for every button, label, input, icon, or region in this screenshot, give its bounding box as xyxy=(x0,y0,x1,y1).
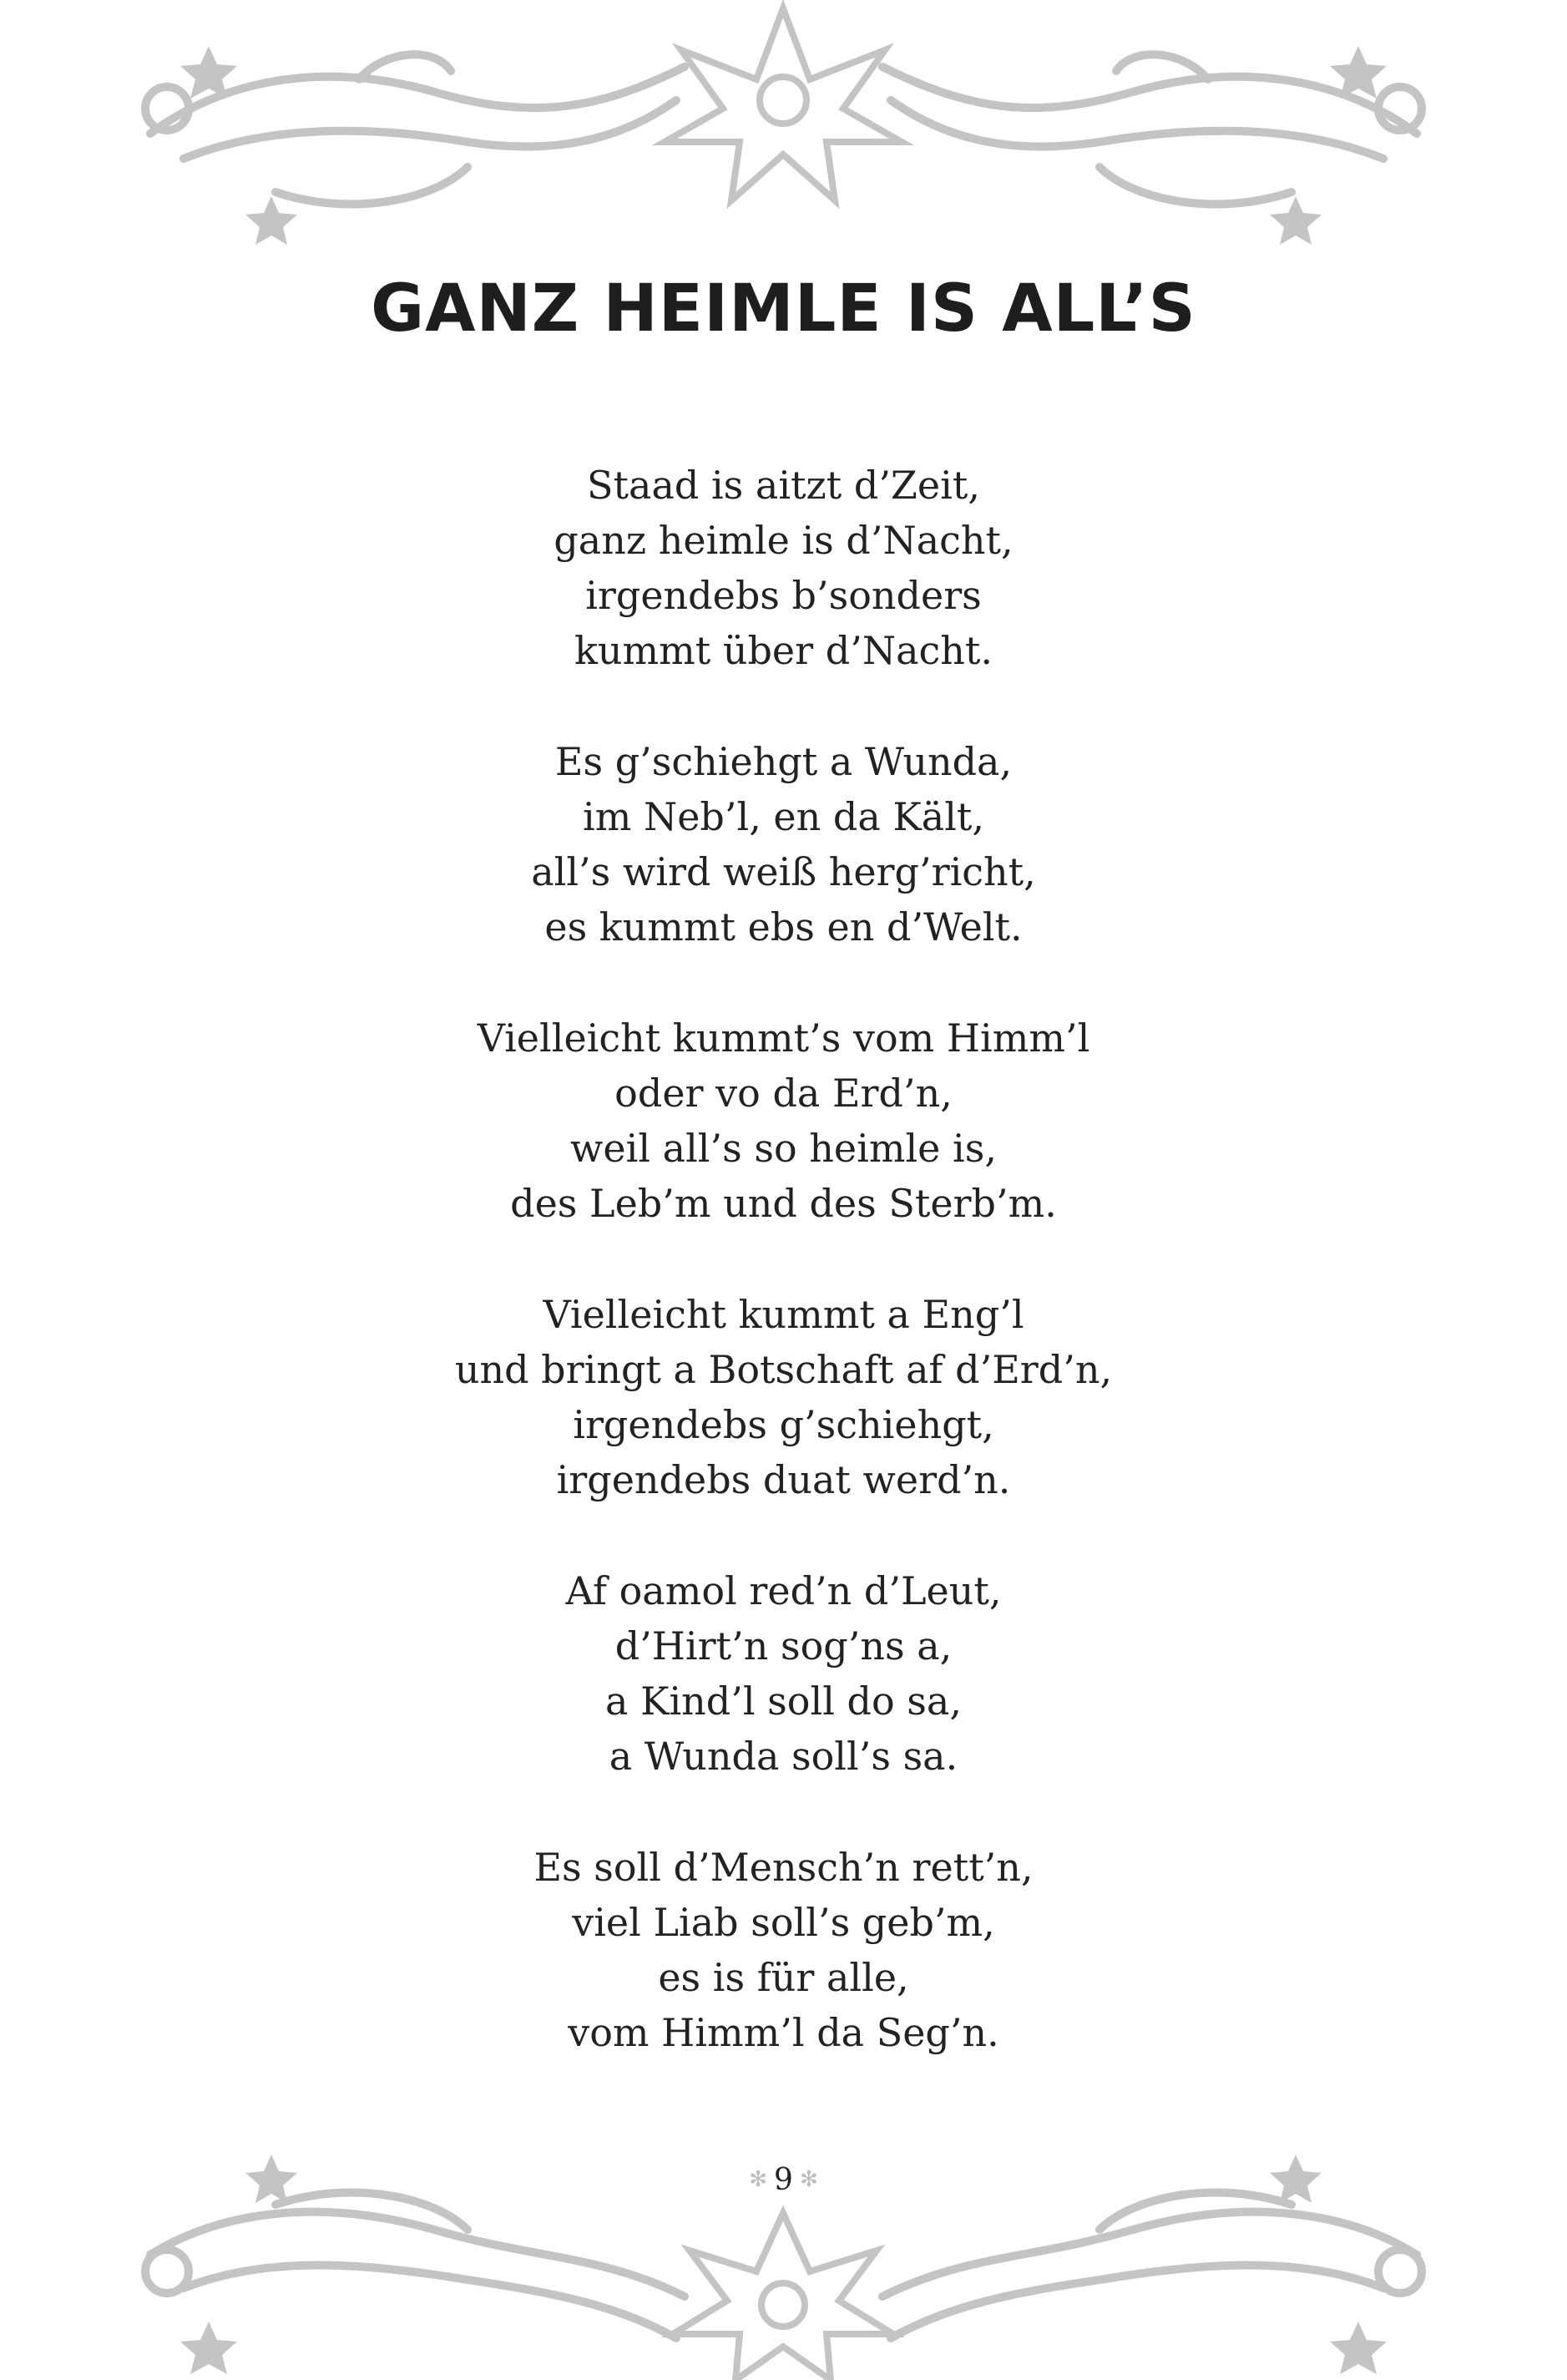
poem-line: es is für alle, xyxy=(658,1955,909,2000)
star-icon xyxy=(180,2322,237,2374)
poem-line: Es soll d’Mensch’n rett’n, xyxy=(533,1845,1034,1890)
poem-line: Staad is aitzt d’Zeit, xyxy=(587,463,980,508)
poem-line: a Wunda soll’s sa. xyxy=(609,1734,958,1779)
poem-line: a Kind’l soll do sa, xyxy=(605,1679,962,1724)
sparkle-icon: ✻ xyxy=(749,2167,768,2192)
poem-line: oder vo da Erd’n, xyxy=(614,1071,953,1116)
poem-line: im Neb’l, en da Kält, xyxy=(582,794,985,839)
poem-line: Vielleicht kummt a Eng’l xyxy=(543,1292,1024,1337)
star-icon xyxy=(1270,2155,1322,2203)
poinsettia-icon xyxy=(665,8,902,200)
star-icon xyxy=(1270,196,1322,245)
poem-line: und bringt a Botschaft af d’Erd’n, xyxy=(454,1347,1113,1392)
top-ornament xyxy=(0,0,1567,251)
page-number-value: 9 xyxy=(774,2163,793,2197)
poinsettia-icon xyxy=(673,2213,893,2380)
poem-line: Af oamol red’n d’Leut, xyxy=(565,1568,1002,1613)
stanza xyxy=(0,1287,1567,1507)
stanza xyxy=(0,1840,1567,2060)
star-icon xyxy=(245,2155,297,2203)
poem-line: all’s wird weiß herg’richt, xyxy=(531,849,1036,894)
poem-line: kummt über d’Nacht. xyxy=(574,628,993,673)
sparkle-icon: ✻ xyxy=(799,2167,818,2192)
poem-line: Vielleicht kummt’s vom Himm’l xyxy=(477,1015,1090,1061)
stanza xyxy=(0,734,1567,955)
poem-title: GANZ HEIMLE IS ALL’S xyxy=(371,271,1196,347)
poem-line: irgendebs g’schiehgt, xyxy=(573,1402,994,1447)
poem-line: irgendebs duat werd’n. xyxy=(556,1457,1011,1502)
poem-line: irgendebs b’sonders xyxy=(585,573,982,618)
stanza xyxy=(0,1010,1567,1231)
stanza xyxy=(0,1563,1567,1784)
stanza xyxy=(0,458,1567,678)
poem-line: vom Himm’l da Seg’n. xyxy=(568,2010,999,2055)
poem-line: ganz heimle is d’Nacht, xyxy=(554,518,1013,563)
star-icon xyxy=(245,196,297,245)
star-icon xyxy=(1330,2322,1387,2374)
poem-line: Es g’schiehgt a Wunda, xyxy=(554,739,1013,784)
poem-line: weil all’s so heimle is, xyxy=(570,1126,997,1171)
poem-body xyxy=(0,458,1567,2116)
poem-line: d’Hirt’n sog’ns a, xyxy=(614,1623,953,1669)
poem-line: es kummt ebs en d’Welt. xyxy=(544,904,1023,949)
poem-line: des Leb’m und des Sterb’m. xyxy=(510,1181,1057,1226)
poem-line: viel Liab soll’s geb’m, xyxy=(572,1900,995,1945)
bottom-ornament xyxy=(0,2138,1567,2380)
